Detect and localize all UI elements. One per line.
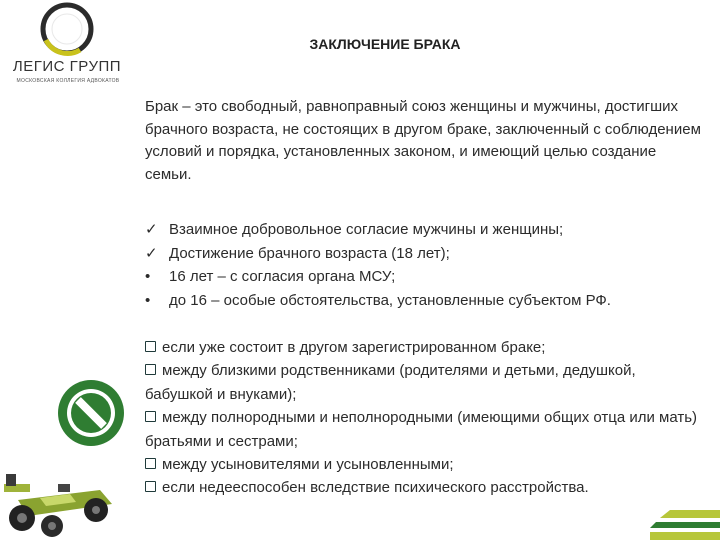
prohibition-sign-icon bbox=[56, 378, 126, 448]
checkbox-square-icon bbox=[145, 481, 156, 492]
list-item-text: если недееспособен вследствие психического расстройства. bbox=[162, 479, 589, 497]
checkmark-icon: ✓ bbox=[145, 221, 158, 238]
list-item bbox=[145, 336, 700, 359]
list-item-text: между усыновителями и усыновленными; bbox=[162, 456, 454, 474]
company-logo bbox=[12, 2, 122, 92]
checkbox-square-icon bbox=[145, 458, 156, 469]
prohibitions-list bbox=[145, 336, 700, 500]
list-item-text: если уже состоит в другом зарегистрированном браке; bbox=[162, 339, 546, 356]
checkbox-square-icon bbox=[145, 364, 156, 375]
list-item-text: между полнородными и неполнородными (имеющими общих отца или мать) братьями и сестрами; bbox=[145, 409, 698, 450]
checkbox-square-icon bbox=[145, 341, 156, 352]
list-item bbox=[145, 476, 700, 499]
list-item-text: 16 лет – с согласия органа МСУ; bbox=[169, 268, 396, 285]
list-item bbox=[145, 265, 715, 289]
definition-paragraph: Брак – это свободный, равноправный союз женщины и мужчины, достигших брачного возраста, не состоящих в другом браке, заключенный с соблюдением условий и порядка, установленных законом, и имеющий целью создание семьи. bbox=[145, 98, 701, 183]
bullet-icon: • bbox=[145, 268, 151, 285]
checkbox-square-icon bbox=[145, 411, 156, 422]
list-item bbox=[145, 453, 700, 476]
brand-name: ЛЕГИС ГРУПП bbox=[12, 58, 122, 75]
list-item-text: между близкими родственниками (родителями и детьми, дедушкой, бабушкой и внуками); bbox=[145, 362, 636, 403]
list-item bbox=[145, 359, 700, 406]
list-item-text: до 16 – особые обстоятельства, установленные субъектом РФ. bbox=[169, 291, 611, 309]
checkmark-icon: ✓ bbox=[145, 244, 158, 262]
ring-logo-icon bbox=[34, 2, 100, 58]
race-car-icon bbox=[0, 470, 118, 540]
list-item bbox=[145, 218, 715, 242]
page-title: ЗАКЛЮЧЕНИЕ БРАКА bbox=[309, 36, 461, 52]
decorative-stripes bbox=[650, 510, 720, 540]
list-item bbox=[145, 289, 715, 313]
conditions-list bbox=[145, 218, 715, 312]
list-item bbox=[145, 406, 700, 453]
list-item-text: Достижение брачного возраста (18 лет); bbox=[169, 244, 450, 262]
list-item-text: Взаимное добровольное согласие мужчины и женщины; bbox=[169, 221, 564, 238]
bullet-icon: • bbox=[145, 291, 151, 309]
list-item bbox=[145, 242, 715, 266]
brand-tagline: МОСКОВСКАЯ КОЛЛЕГИЯ АДВОКАТОВ bbox=[16, 78, 120, 84]
